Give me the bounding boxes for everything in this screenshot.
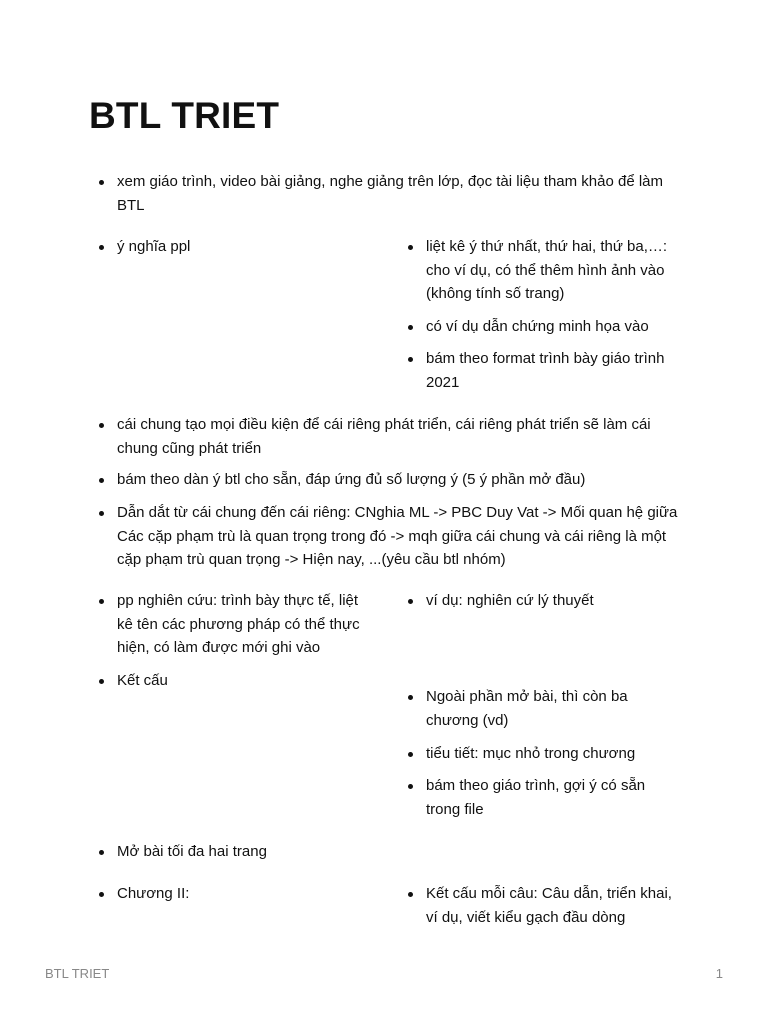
page-title: BTL TRIET xyxy=(89,95,280,136)
bullet-item-meaning-ppl: ý nghĩa ppl xyxy=(89,235,379,259)
footer-title: BTL TRIET xyxy=(45,966,110,981)
bullet-item-research-example: ví dụ: nghiên cứ lý thuyết xyxy=(398,589,680,613)
bullet-item-sentence-structure: Kết cấu mỗi câu: Câu dẫn, triển khai, ví dụ, viết kiểu gạch đầu dòng xyxy=(398,882,680,929)
bullet-item-examples: có ví dụ dẫn chứng minh họa vào xyxy=(398,315,680,339)
bullet-item-follow-format: bám theo format trình bày giáo trình 2021 xyxy=(398,347,680,394)
bullet-item-follow-outline: bám theo dàn ý btl cho sẵn, đáp ứng đủ số lượng ý (5 ý phần mở đầu) xyxy=(89,468,689,492)
bullet-item-lead-in: Dẫn dắt từ cái chung đến cái riêng: CNghia ML -> PBC Duy Vat -> Mối quan hệ giữa Các cặp phạm trù là quan trọng trong đó -> mqh giữa cái chung và cái riêng là một cặp phạm trù quan trọng -> Hiện nay, ...(yêu cầu btl nhóm) xyxy=(89,501,689,572)
bullet-item-structure: Kết cấu xyxy=(89,669,379,693)
bullet-item-subsections: tiểu tiết: mục nhỏ trong chương xyxy=(398,742,680,766)
bullet-item-read-materials: xem giáo trình, video bài giảng, nghe giảng trên lớp, đọc tài liệu tham khảo để làm BTL xyxy=(89,170,689,217)
bullet-item-intro-length: Mở bài tối đa hai trang xyxy=(89,840,379,864)
bullet-item-general-particular: cái chung tạo mọi điều kiện để cái riêng phát triển, cái riêng phát triển sẽ làm cái chung cũng phát triển xyxy=(89,413,689,460)
bullet-item-list-ideas: liệt kê ý thứ nhất, thứ hai, thứ ba,…: cho ví dụ, có thể thêm hình ảnh vào (không tính số trang) xyxy=(398,235,680,306)
bullet-item-chapter-two: Chương II: xyxy=(89,882,379,906)
bullet-item-follow-textbook: bám theo giáo trình, gợi ý có sẵn trong file xyxy=(398,774,680,821)
bullet-item-research-methods: pp nghiên cứu: trình bày thực tế, liệt kê tên các phương pháp có thể thực hiện, có làm được mới ghi vào xyxy=(89,589,374,660)
page-number: 1 xyxy=(715,966,723,981)
bullet-item-three-chapters: Ngoài phần mở bài, thì còn ba chương (vd) xyxy=(398,685,680,732)
